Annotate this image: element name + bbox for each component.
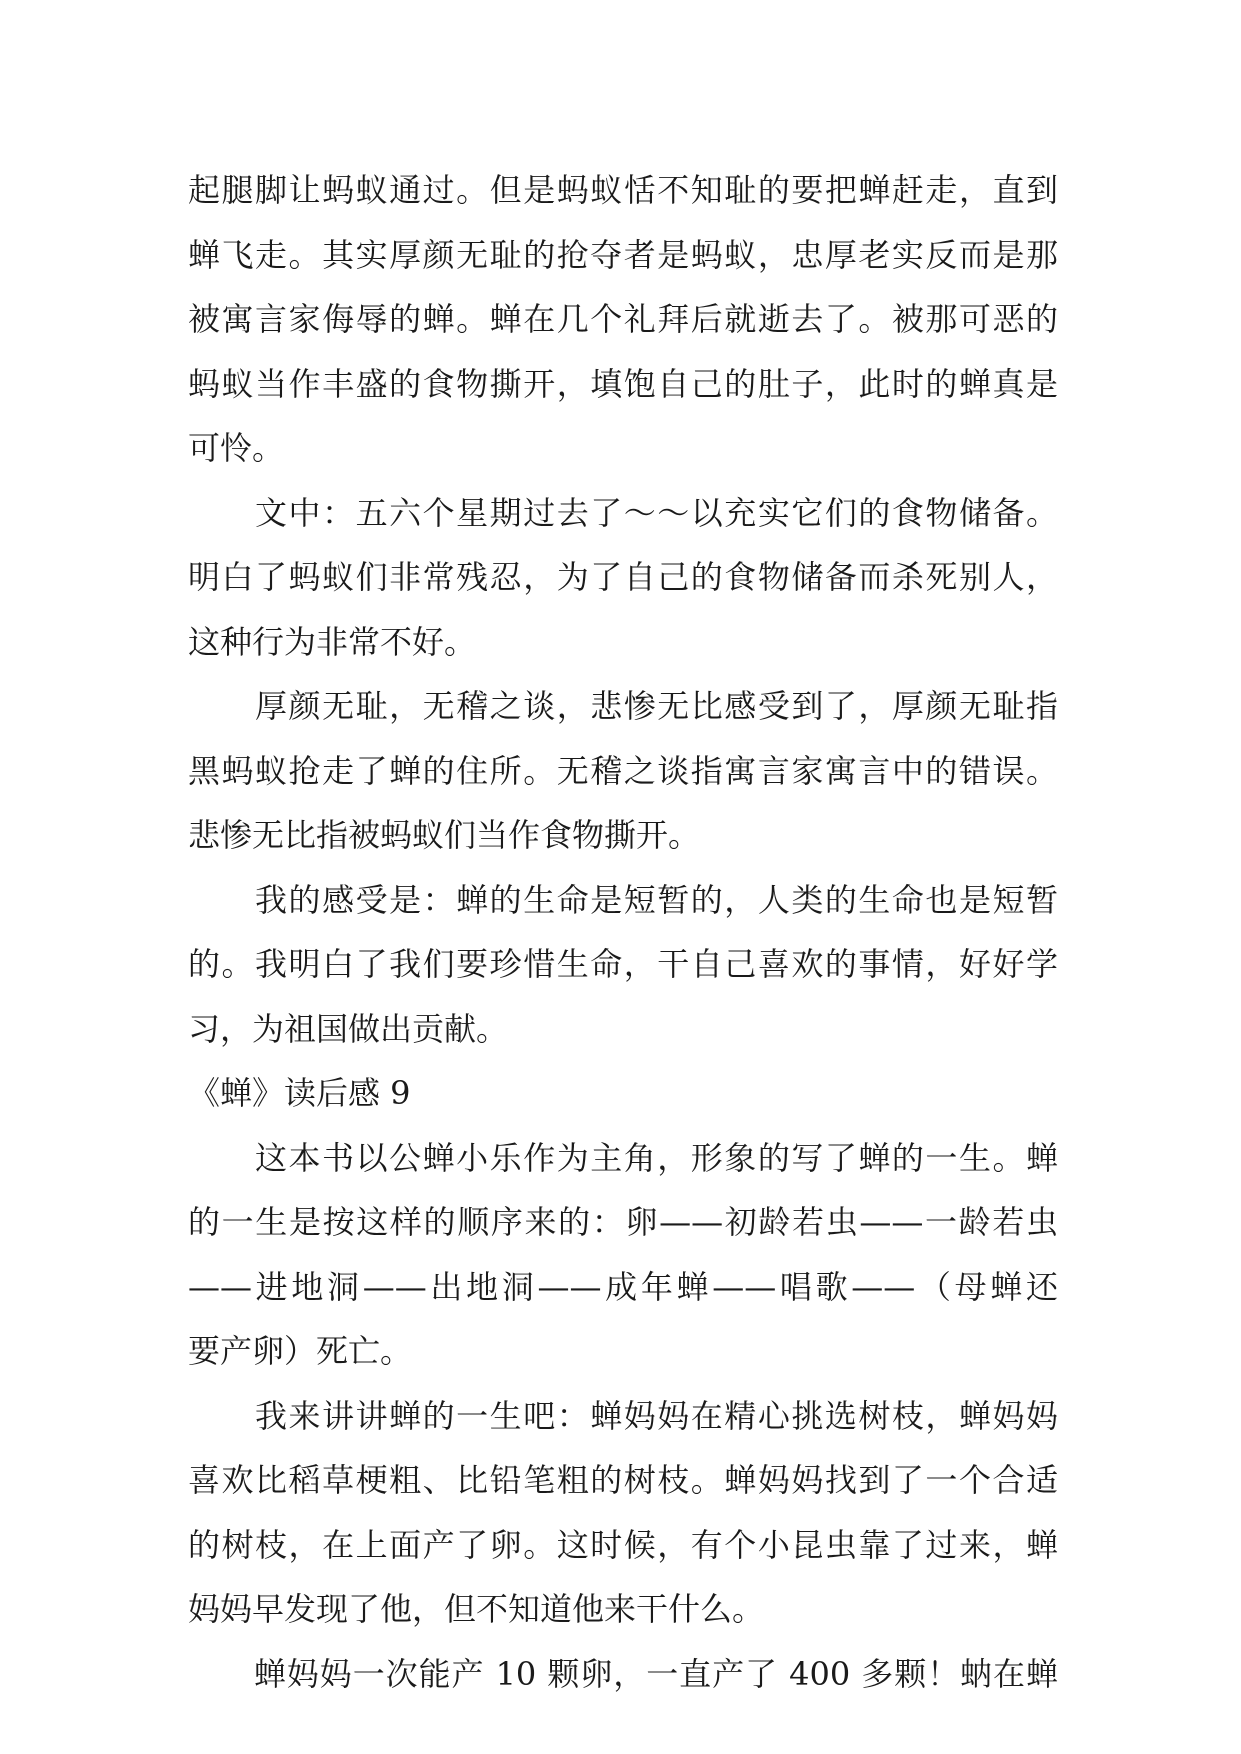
text-line: 这本书以公蝉小乐作为主角，形象的写了蝉的一生。蝉 <box>188 1138 1058 1177</box>
text-line: 蝉妈妈一次能产 10 颗卵，一直产了 400 多颗！蚋在蝉 <box>188 1654 1058 1693</box>
text-line: 我来讲讲蝉的一生吧：蝉妈妈在精心挑选树枝，蝉妈妈 <box>188 1396 1058 1435</box>
text-line: 厚颜无耻，无稽之谈，悲惨无比感受到了，厚颜无耻指 <box>188 687 1058 725</box>
text-line: 被寓言家侮辱的蝉。蝉在几个礼拜后就逝去了。被那可恶的 <box>188 300 1058 338</box>
document-body <box>188 158 1058 1706</box>
text-line: 可怜。 <box>188 429 285 467</box>
text-line: 习，为祖国做出贡献。 <box>188 1009 509 1048</box>
text-line: 喜欢比稻草梗粗、比铅笔粗的树枝。蝉妈妈找到了一个合适 <box>188 1461 1058 1499</box>
text-line: 明白了蚂蚁们非常残忍，为了自己的食物储备而杀死别人， <box>188 558 1058 596</box>
section-heading: 《蝉》读后感 9 <box>188 1074 411 1112</box>
text-line: 我的感受是：蝉的生命是短暂的，人类的生命也是短暂 <box>188 880 1058 919</box>
text-line: 的树枝，在上面产了卵。这时候，有个小昆虫靠了过来，蝉 <box>188 1525 1058 1564</box>
text-line: 文中：五六个星期过去了～～以充实它们的食物储备。 <box>188 493 1058 532</box>
text-line: 的。我明白了我们要珍惜生命，干自己喜欢的事情，好好学 <box>188 945 1058 983</box>
text-line: 黑蚂蚁抢走了蝉的住所。无稽之谈指寓言家寓言中的错误。 <box>188 751 1058 790</box>
text-line: 要产卵）死亡。 <box>188 1332 413 1370</box>
text-line: 悲惨无比指被蚂蚁们当作食物撕开。 <box>188 816 701 854</box>
text-line: 蝉飞走。其实厚颜无耻的抢夺者是蚂蚁，忠厚老实反而是那 <box>188 235 1058 274</box>
text-line: 这种行为非常不好。 <box>188 622 477 661</box>
text-line: 妈妈早发现了他，但不知道他来干什么。 <box>188 1590 765 1628</box>
text-line: 蚂蚁当作丰盛的食物撕开，填饱自己的肚子，此时的蝉真是 <box>188 364 1058 403</box>
text-line: 的一生是按这样的顺序来的：卵——初龄若虫——一龄若虫 <box>188 1203 1058 1241</box>
text-line: ——进地洞——出地洞——成年蝉——唱歌——（母蝉还 <box>188 1267 1058 1306</box>
text-line: 起腿脚让蚂蚁通过。但是蚂蚁恬不知耻的要把蝉赶走，直到 <box>188 171 1058 209</box>
